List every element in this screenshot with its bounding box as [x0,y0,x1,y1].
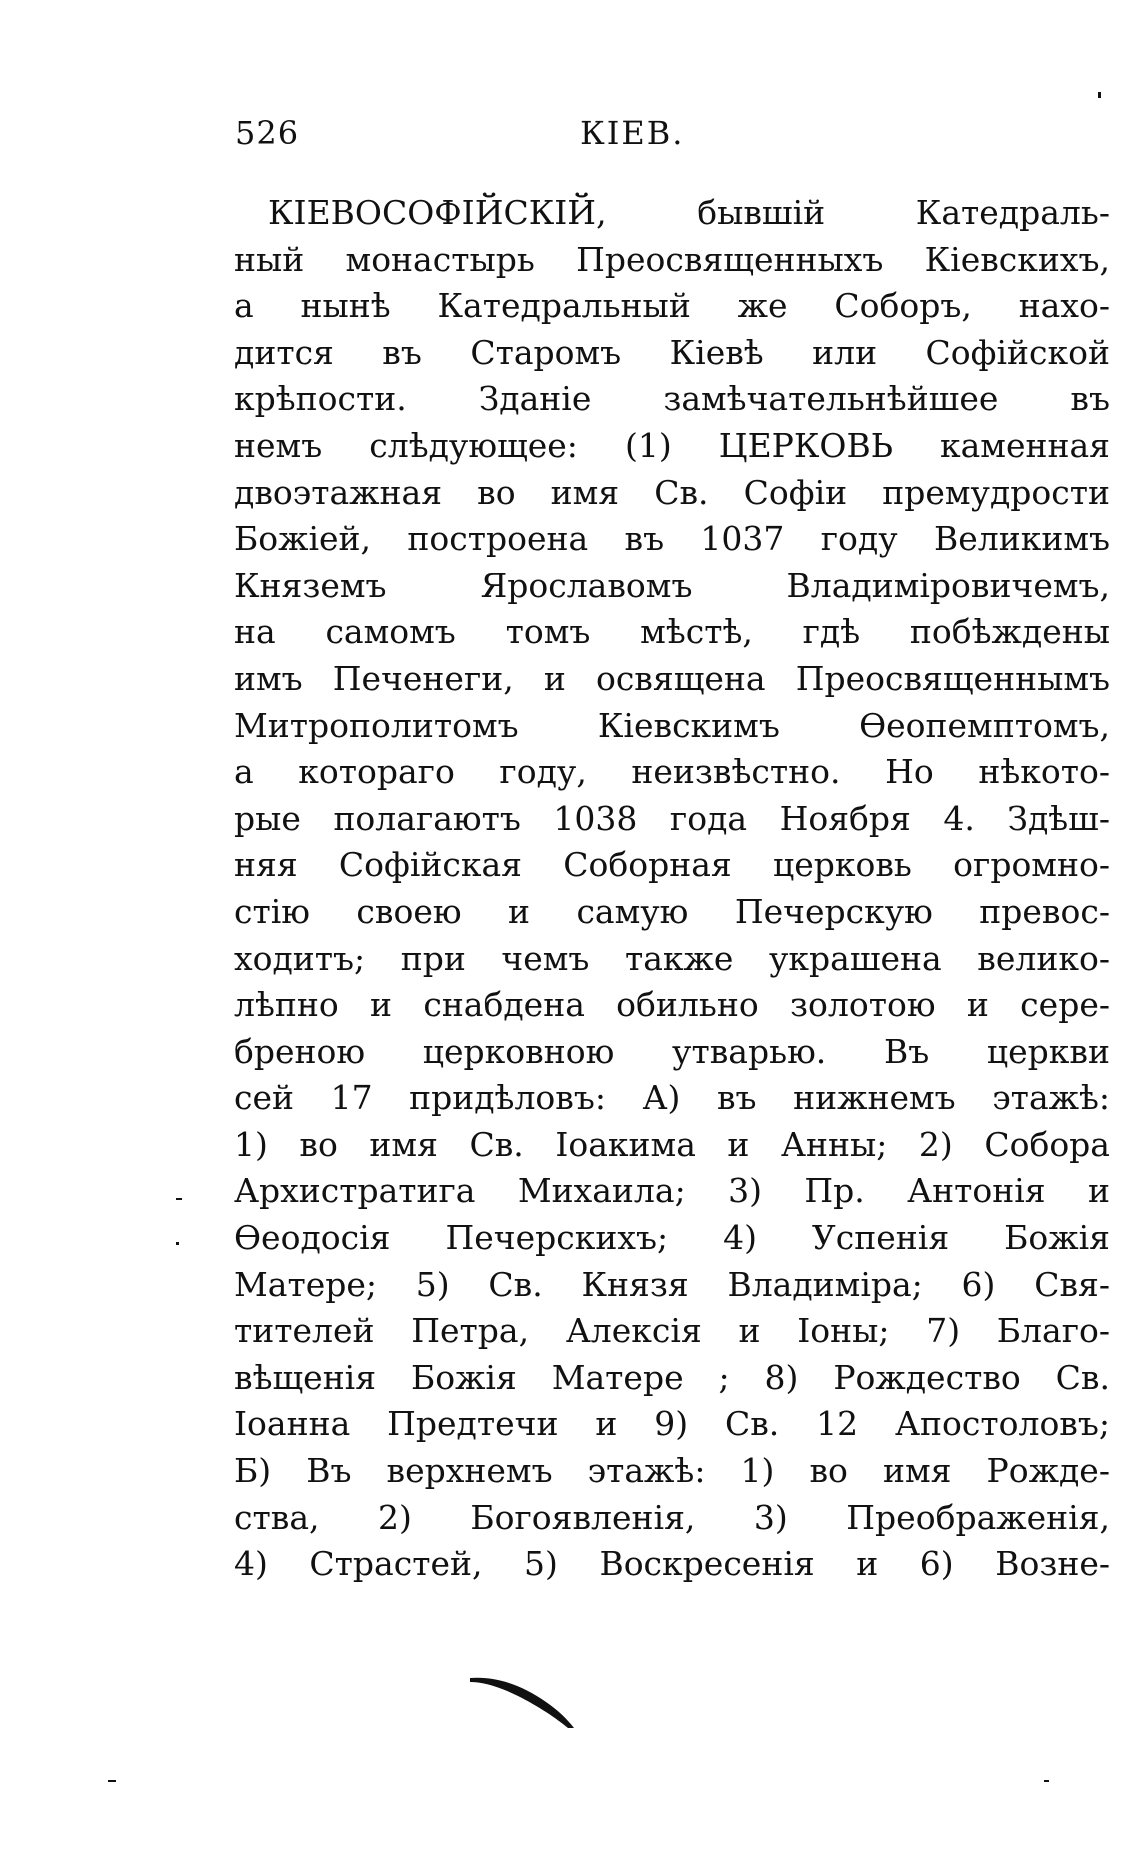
text-line: Божіей, построена въ 1037 году Великимъ [234,519,1110,559]
text-line: лѣпно и снабдена обильно золотою и сере- [234,985,1110,1025]
text-line: Өеодосія Печерскихъ; 4) Успенія Божія [234,1218,1110,1258]
margin-speck [176,1198,182,1200]
text-line: крѣпости. Зданіе замѣчательнѣйшее въ [234,379,1110,419]
text-line: Митрополитомъ Кіевскимъ Өеопемптомъ, [234,705,1110,745]
margin-speck [1098,92,1101,98]
margin-speck [108,1780,116,1782]
ink-flourish-icon [468,1672,578,1732]
text-line: Архистратига Михаила; 3) Пр. Антонія и [234,1171,1110,1211]
text-line: Матере; 5) Св. Князя Владиміра; 6) Свя- [234,1264,1110,1304]
text-line: стію своею и самую Печерскую превос- [234,891,1110,931]
text-line: ства, 2) Богоявленія, 3) Преображенія, [234,1497,1110,1537]
text-line: ходитъ; при чемъ также украшена велико- [234,938,1110,978]
text-line: двоэтажная во имя Св. Софіи премудрости [234,472,1110,512]
text-line: 4) Страстей, 5) Воскресенія и 6) Возне- [234,1544,1110,1584]
margin-speck [1044,1780,1049,1782]
text-line: Б) Въ верхнемъ этажѣ: 1) во имя Рожде- [234,1451,1110,1491]
page-number: 526 [235,114,300,152]
text-line: а нынѣ Катедральный же Соборъ, нахо- [234,286,1110,326]
text-line: КІЕВОСОФІЙСКІЙ, бывшій Катедраль- [268,193,1110,232]
text-line: няя Софійская Соборная церковь огромно- [234,845,1110,885]
text-line: бреною церковною утварью. Въ церкви [234,1031,1110,1071]
body-text [234,190,1110,1588]
text-line: ный монастырь Преосвященныхъ Кіевскихъ, [234,239,1110,279]
margin-speck [176,1242,179,1245]
text-line: имъ Печенеги, и освящена Преосвященнымъ [234,658,1110,698]
text-line: на самомъ томъ мѣстѣ, гдѣ побѣждены [234,612,1110,652]
text-line: а котораго году, неизвѣстно. Но нѣкото- [234,752,1110,792]
text-line: дится въ Старомъ Кіевѣ или Софійской [234,332,1110,372]
text-line: 1) во имя Св. Іоакима и Анны; 2) Собора [234,1124,1110,1164]
text-line: тителей Петра, Алексія и Іоны; 7) Благо- [234,1311,1110,1351]
text-line: Княземъ Ярославомъ Владиміровичемъ, [234,565,1110,605]
text-line: Іоанна Предтечи и 9) Св. 12 Апостоловъ; [234,1404,1110,1444]
text-line: немъ слѣдующее: (1) ЦЕРКОВЬ каменная [234,425,1110,465]
text-line: рые полагаютъ 1038 года Ноября 4. Здѣш- [234,798,1110,838]
running-title: КІЕВ. [580,114,685,152]
page-header [235,114,905,164]
text-line: вѣщенія Божія Матере ; 8) Рождество Св. [234,1357,1110,1397]
text-line: сей 17 придѣловъ: А) въ нижнемъ этажѣ: [234,1078,1110,1118]
